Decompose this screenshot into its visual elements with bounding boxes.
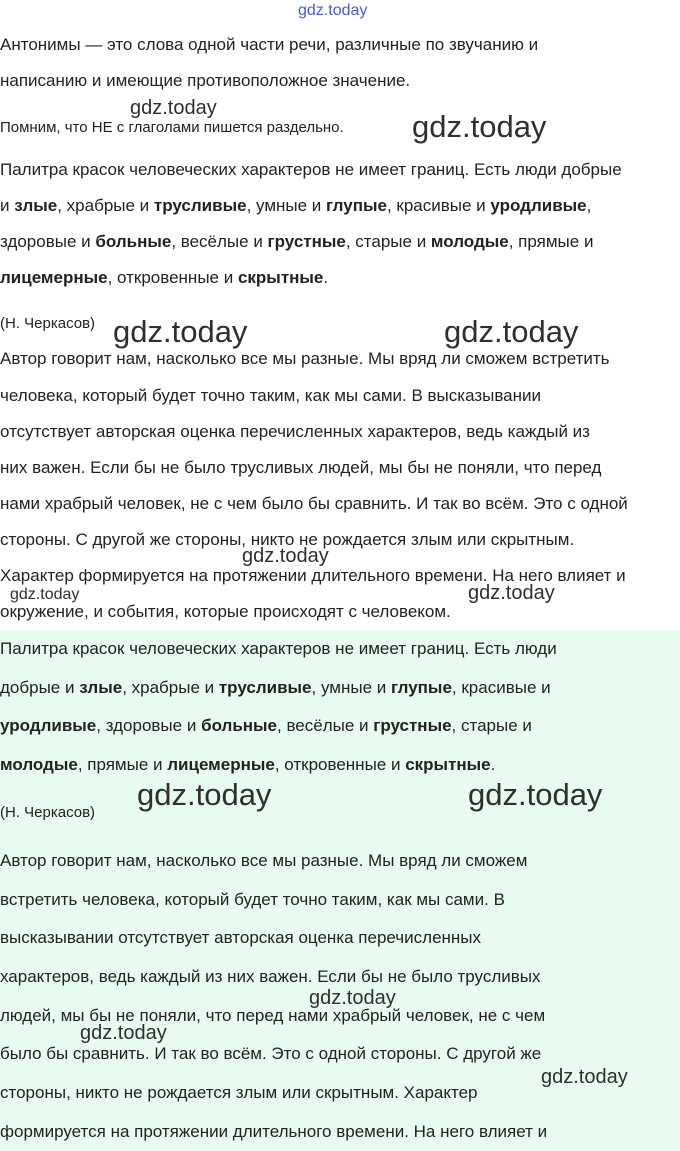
antonym-word: глупые (390, 678, 452, 697)
antonym-word: молодые (0, 755, 78, 774)
watermark: gdz.today (80, 1022, 167, 1044)
antonym-word: грустные (373, 716, 452, 735)
essay2-line: Автор говорит нам, насколько все мы разные. Мы вряд ли сможем (0, 851, 528, 870)
essay1-line: Характер формируется на протяжении длительного времени. На него влияет и (0, 566, 626, 585)
essay2-line: было бы сравнить. И так во всём. Это с одной стороны. С другой же (0, 1044, 542, 1063)
essay2-line: людей, мы бы не поняли, что перед нами храбрый человек, не с чем (0, 1006, 546, 1025)
essay2-line: высказывании отсутствует авторская оценка перечисленных (0, 928, 482, 947)
antonym-word: трусливые (218, 678, 312, 697)
watermark: gdz.today (444, 314, 579, 349)
antonym-word: уродливые (0, 716, 97, 735)
essay1-line: отсутствует авторская оценка перечисленных характеров, ведь каждый из (0, 422, 590, 441)
antonym-word: трусливые (153, 196, 247, 215)
watermark: gdz.today (468, 582, 555, 604)
antonym-word: больные (95, 232, 172, 251)
antonym-word: злые (79, 678, 123, 697)
watermark: gdz.today (242, 545, 329, 567)
watermark-top: gdz.today (298, 2, 368, 19)
essay1-line: человека, который будет точно таким, как мы сами. В высказывании (0, 386, 542, 405)
watermark: gdz.today (309, 987, 396, 1009)
passage2-line-3: уродливые, здоровые и больные, весёлые и грустные, старые и (0, 716, 532, 735)
watermark: gdz.today (541, 1066, 628, 1088)
antonym-word: больные (201, 716, 278, 735)
essay1-line: нами храбрый человек, не с чем было бы сравнить. И так во всём. Это с одной (0, 494, 628, 513)
definition-line-1: Антонимы — это слова одной части речи, различные по звучанию и (0, 35, 539, 54)
antonym-word: злые (14, 196, 58, 215)
essay2-line: стороны, никто не рождается злым или скрытным. Характер (0, 1083, 478, 1102)
definition-line-2: написанию и имеющие противоположное значение. (0, 71, 411, 90)
passage1-line-3: здоровые и больные, весёлые и грустные, старые и молодые, прямые и (0, 232, 594, 251)
passage2-line-2: добрые и злые, храбрые и трусливые, умные и глупые, красивые и (0, 678, 551, 697)
passage1-line-4: лицемерные, откровенные и скрытные. (0, 268, 329, 287)
rule-text: Помним, что НЕ с глаголами пишется раздельно. (0, 119, 344, 136)
essay1-line: окружение, и события, которые происходят с человеком. (0, 602, 451, 621)
passage2-line-4: молодые, прямые и лицемерные, откровенные и скрытные. (0, 755, 496, 774)
essay2-line: формируется на протяжении длительного времени. На него влияет и (0, 1122, 548, 1141)
essay2-line: встретить человека, который будет точно таким, как мы сами. В (0, 890, 505, 909)
antonym-word: глупые (326, 196, 387, 215)
essay2-line: характеров, ведь каждый из них важен. Если бы не было трусливых (0, 967, 541, 986)
antonym-word: скрытные (405, 755, 491, 774)
antonym-word: молодые (430, 232, 509, 251)
watermark: gdz.today (113, 314, 248, 349)
watermark: gdz.today (130, 97, 217, 119)
antonym-word: лицемерные (167, 755, 275, 774)
passage2-line-1: Палитра красок человеческих характеров не имеет границ. Есть люди (0, 639, 557, 658)
passage1-line-1: Палитра красок человеческих характеров не имеет границ. Есть люди добрые (0, 160, 622, 179)
watermark: gdz.today (137, 777, 272, 812)
antonym-word: скрытные (237, 268, 324, 287)
essay1-line: Автор говорит нам, насколько все мы разные. Мы вряд ли сможем встретить (0, 349, 610, 368)
essay1-line: них важен. Если бы не было трусливых людей, мы бы не поняли, что перед (0, 458, 602, 477)
watermark: gdz.today (468, 777, 603, 812)
antonym-word: лицемерные (0, 268, 108, 287)
passage1-line-2: и злые, храбрые и трусливые, умные и глупые, красивые и уродливые, (0, 196, 592, 215)
watermark: gdz.today (10, 586, 80, 603)
antonym-word: грустные (267, 232, 346, 251)
watermark: gdz.today (412, 109, 547, 144)
passage1-author: (Н. Черкасов) (0, 315, 96, 332)
essay1-line: стороны. С другой же стороны, никто не рождается злым или скрытным. (0, 530, 575, 549)
passage2-author: (Н. Черкасов) (0, 804, 96, 821)
antonym-word: уродливые (490, 196, 587, 215)
